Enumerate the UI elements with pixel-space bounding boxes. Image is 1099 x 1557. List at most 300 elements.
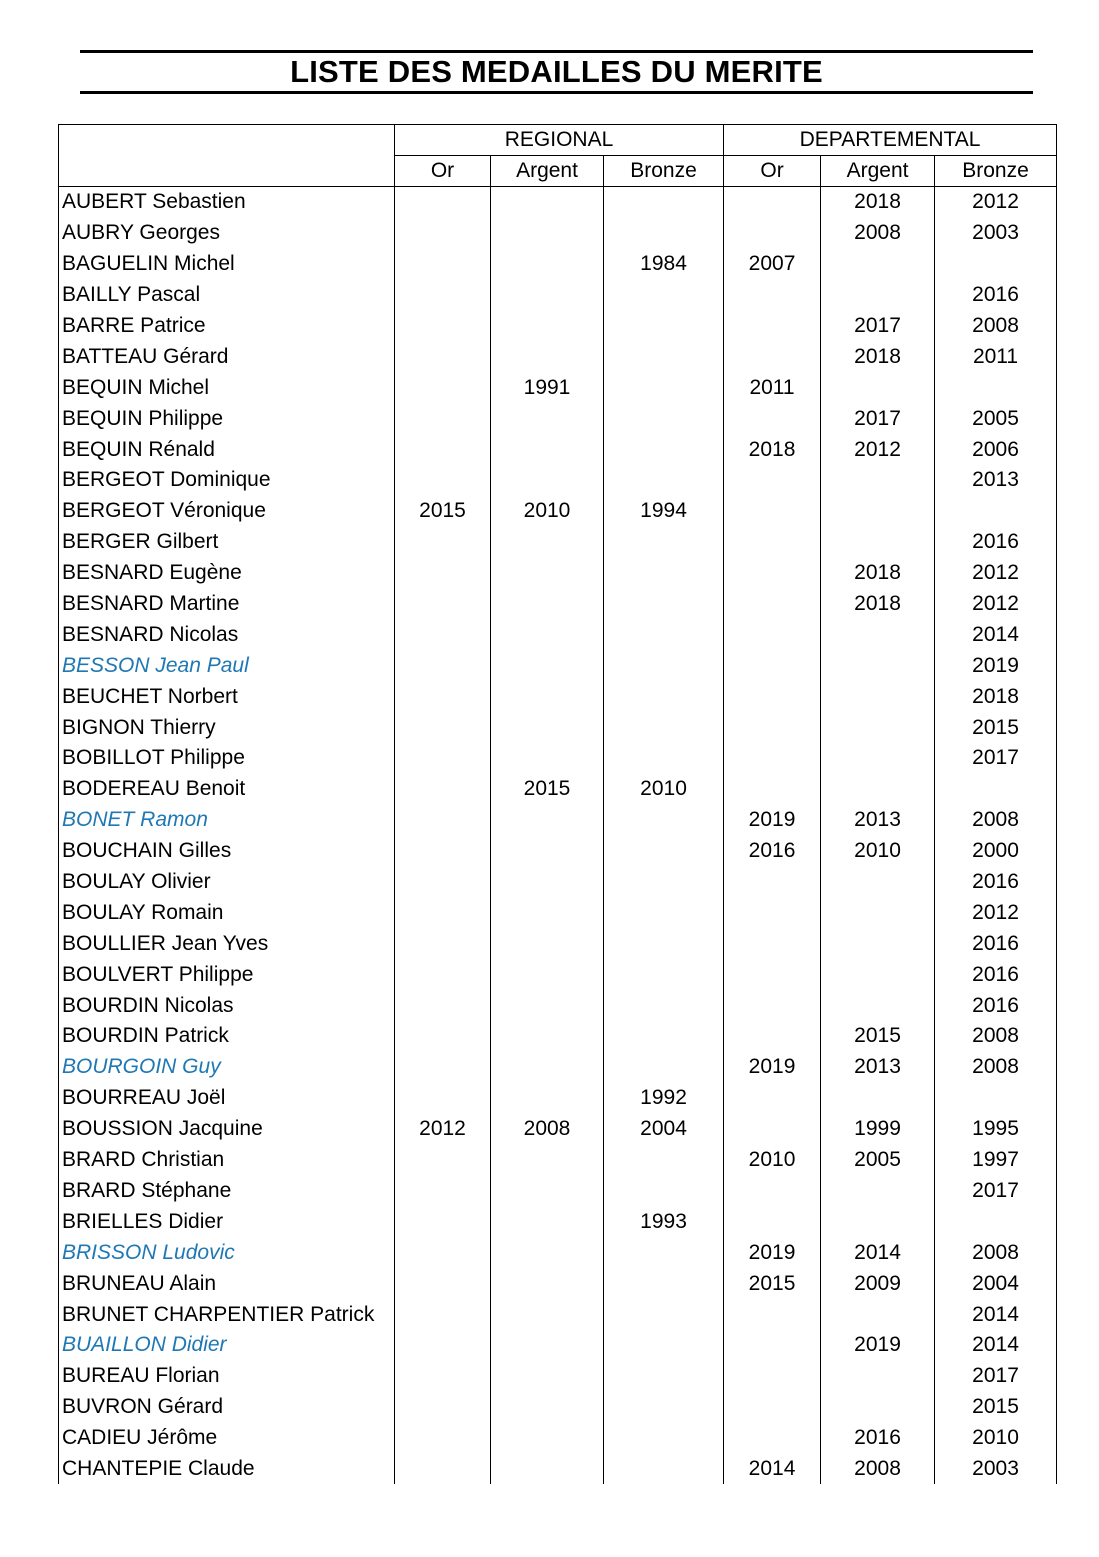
departemental-bronze-cell: 2016 (935, 867, 1057, 898)
departemental-argent-cell (821, 681, 935, 712)
departemental-argent-cell (821, 1392, 935, 1423)
regional-or-cell (395, 249, 491, 280)
regional-bronze-cell: 2004 (604, 1114, 724, 1145)
table-row (59, 218, 1057, 249)
regional-argent-cell (491, 1083, 604, 1114)
member-name-cell: BESNARD Martine (59, 589, 395, 620)
table-row (59, 1361, 1057, 1392)
name-header-cell (59, 125, 395, 187)
regional-or-cell (395, 1268, 491, 1299)
regional-argent-cell (491, 867, 604, 898)
regional-bronze-cell (604, 1145, 724, 1176)
table-row (59, 1145, 1057, 1176)
departemental-bronze-cell: 2016 (935, 527, 1057, 558)
regional-argent-header: Argent (491, 156, 604, 187)
regional-bronze-cell: 1993 (604, 1206, 724, 1237)
regional-bronze-cell (604, 1361, 724, 1392)
departemental-bronze-cell: 2012 (935, 558, 1057, 589)
regional-or-cell (395, 1454, 491, 1485)
departemental-or-cell (724, 1176, 821, 1207)
regional-or-cell (395, 681, 491, 712)
table-row (59, 681, 1057, 712)
table-row (59, 650, 1057, 681)
departemental-or-cell: 2018 (724, 434, 821, 465)
medals-table-body (59, 187, 1057, 1485)
member-name-cell: BUVRON Gérard (59, 1392, 395, 1423)
member-name-cell: BRUNET CHARPENTIER Patrick (59, 1299, 395, 1330)
departemental-or-cell (724, 867, 821, 898)
departemental-bronze-cell: 2015 (935, 712, 1057, 743)
departemental-bronze-cell (935, 496, 1057, 527)
regional-bronze-cell (604, 805, 724, 836)
departemental-or-cell (724, 558, 821, 589)
regional-bronze-cell: 2010 (604, 774, 724, 805)
member-name-cell: BRISSON Ludovic (59, 1237, 395, 1268)
regional-or-cell (395, 928, 491, 959)
regional-argent-cell: 2010 (491, 496, 604, 527)
regional-bronze-cell (604, 434, 724, 465)
regional-bronze-cell (604, 1052, 724, 1083)
table-row (59, 1021, 1057, 1052)
departemental-bronze-cell: 2016 (935, 959, 1057, 990)
member-name-cell: BRUNEAU Alain (59, 1268, 395, 1299)
regional-bronze-cell: 1984 (604, 249, 724, 280)
table-row (59, 805, 1057, 836)
regional-bronze-cell (604, 650, 724, 681)
departemental-argent-cell: 2010 (821, 836, 935, 867)
table-row (59, 712, 1057, 743)
table-row (59, 1268, 1057, 1299)
regional-argent-cell (491, 1021, 604, 1052)
member-name-cell: BRARD Christian (59, 1145, 395, 1176)
departemental-bronze-cell: 2003 (935, 218, 1057, 249)
departemental-bronze-cell: 2011 (935, 341, 1057, 372)
header-group-row (59, 125, 1057, 156)
regional-argent-cell (491, 1206, 604, 1237)
departemental-argent-cell: 2005 (821, 1145, 935, 1176)
regional-bronze-cell (604, 990, 724, 1021)
departemental-argent-cell: 2008 (821, 218, 935, 249)
member-name-cell: BUAILLON Didier (59, 1330, 395, 1361)
regional-or-cell (395, 1052, 491, 1083)
departemental-bronze-cell (935, 372, 1057, 403)
regional-or-cell (395, 867, 491, 898)
regional-or-cell (395, 527, 491, 558)
departemental-bronze-cell (935, 774, 1057, 805)
regional-argent-cell (491, 897, 604, 928)
member-name-cell: BOULAY Romain (59, 897, 395, 928)
table-row (59, 1237, 1057, 1268)
departemental-argent-cell (821, 1299, 935, 1330)
departemental-bronze-header: Bronze (935, 156, 1057, 187)
table-row (59, 1083, 1057, 1114)
departemental-argent-cell (821, 928, 935, 959)
member-name-cell: BERGEOT Véronique (59, 496, 395, 527)
departemental-argent-cell (821, 527, 935, 558)
departemental-argent-cell (821, 1361, 935, 1392)
departemental-or-cell (724, 465, 821, 496)
table-row (59, 836, 1057, 867)
regional-bronze-header: Bronze (604, 156, 724, 187)
regional-argent-cell (491, 928, 604, 959)
departemental-bronze-cell: 1995 (935, 1114, 1057, 1145)
regional-or-cell (395, 897, 491, 928)
member-name-cell: BUREAU Florian (59, 1361, 395, 1392)
regional-argent-cell (491, 558, 604, 589)
regional-bronze-cell (604, 218, 724, 249)
regional-or-cell (395, 1423, 491, 1454)
regional-argent-cell (491, 589, 604, 620)
departemental-or-cell (724, 403, 821, 434)
departemental-or-cell (724, 218, 821, 249)
table-row (59, 1330, 1057, 1361)
member-name-cell: BEQUIN Philippe (59, 403, 395, 434)
departemental-bronze-cell: 1997 (935, 1145, 1057, 1176)
departemental-or-cell: 2007 (724, 249, 821, 280)
departemental-or-cell (724, 774, 821, 805)
departemental-or-cell: 2011 (724, 372, 821, 403)
regional-bronze-cell (604, 1268, 724, 1299)
medals-table (58, 124, 1057, 1484)
departemental-bronze-cell: 2003 (935, 1454, 1057, 1485)
table-row (59, 897, 1057, 928)
departemental-bronze-cell: 2013 (935, 465, 1057, 496)
regional-argent-cell (491, 465, 604, 496)
regional-or-cell (395, 774, 491, 805)
regional-bronze-cell (604, 897, 724, 928)
regional-or-cell (395, 743, 491, 774)
departemental-bronze-cell: 2017 (935, 1176, 1057, 1207)
table-row (59, 1206, 1057, 1237)
regional-header: REGIONAL (395, 125, 724, 156)
departemental-or-cell (724, 897, 821, 928)
regional-or-cell (395, 1237, 491, 1268)
regional-or-cell (395, 1392, 491, 1423)
departemental-or-cell (724, 712, 821, 743)
departemental-argent-cell (821, 743, 935, 774)
departemental-argent-cell (821, 465, 935, 496)
departemental-or-cell (724, 1361, 821, 1392)
departemental-or-cell: 2010 (724, 1145, 821, 1176)
departemental-bronze-cell: 2014 (935, 619, 1057, 650)
regional-argent-cell (491, 1052, 604, 1083)
departemental-argent-cell (821, 959, 935, 990)
table-row (59, 1392, 1057, 1423)
regional-or-cell (395, 465, 491, 496)
departemental-argent-cell (821, 774, 935, 805)
regional-bronze-cell (604, 619, 724, 650)
regional-or-cell (395, 218, 491, 249)
member-name-cell: AUBERT Sebastien (59, 187, 395, 218)
departemental-argent-header: Argent (821, 156, 935, 187)
member-name-cell: BODEREAU Benoit (59, 774, 395, 805)
member-name-cell: BATTEAU Gérard (59, 341, 395, 372)
departemental-or-cell: 2019 (724, 1052, 821, 1083)
regional-argent-cell (491, 403, 604, 434)
departemental-or-cell (724, 743, 821, 774)
departemental-bronze-cell (935, 1206, 1057, 1237)
regional-bronze-cell (604, 280, 724, 311)
regional-bronze-cell (604, 1299, 724, 1330)
regional-argent-cell (491, 712, 604, 743)
table-row (59, 928, 1057, 959)
regional-argent-cell (491, 743, 604, 774)
departemental-argent-cell (821, 619, 935, 650)
regional-argent-cell (491, 1176, 604, 1207)
table-row (59, 558, 1057, 589)
departemental-argent-cell (821, 867, 935, 898)
regional-bronze-cell (604, 1237, 724, 1268)
table-row (59, 341, 1057, 372)
table-row (59, 372, 1057, 403)
regional-bronze-cell (604, 1392, 724, 1423)
regional-bronze-cell (604, 311, 724, 342)
table-row (59, 465, 1057, 496)
departemental-or-cell: 2014 (724, 1454, 821, 1485)
departemental-header: DEPARTEMENTAL (724, 125, 1057, 156)
departemental-argent-cell: 2014 (821, 1237, 935, 1268)
departemental-argent-cell (821, 712, 935, 743)
departemental-argent-cell: 1999 (821, 1114, 935, 1145)
member-name-cell: BOULAY Olivier (59, 867, 395, 898)
regional-bronze-cell (604, 403, 724, 434)
departemental-or-cell: 2019 (724, 1237, 821, 1268)
member-name-cell: BOURDIN Patrick (59, 1021, 395, 1052)
regional-or-cell (395, 619, 491, 650)
departemental-or-cell (724, 1299, 821, 1330)
regional-or-cell (395, 1176, 491, 1207)
member-name-cell: BOURGOIN Guy (59, 1052, 395, 1083)
departemental-bronze-cell: 2019 (935, 650, 1057, 681)
table-row (59, 1176, 1057, 1207)
regional-bronze-cell (604, 1454, 724, 1485)
table-row (59, 496, 1057, 527)
table-row (59, 619, 1057, 650)
regional-or-cell (395, 712, 491, 743)
departemental-bronze-cell: 2010 (935, 1423, 1057, 1454)
departemental-or-cell: 2015 (724, 1268, 821, 1299)
departemental-bronze-cell: 2015 (935, 1392, 1057, 1423)
regional-argent-cell (491, 1268, 604, 1299)
departemental-argent-cell: 2017 (821, 403, 935, 434)
regional-argent-cell (491, 187, 604, 218)
departemental-or-cell (724, 928, 821, 959)
departemental-bronze-cell: 2016 (935, 990, 1057, 1021)
departemental-argent-cell (821, 496, 935, 527)
member-name-cell: BIGNON Thierry (59, 712, 395, 743)
member-name-cell: BEQUIN Michel (59, 372, 395, 403)
member-name-cell: BRARD Stéphane (59, 1176, 395, 1207)
departemental-or-cell (724, 341, 821, 372)
table-row (59, 1114, 1057, 1145)
regional-argent-cell (491, 527, 604, 558)
member-name-cell: CHANTEPIE Claude (59, 1454, 395, 1485)
departemental-argent-cell (821, 280, 935, 311)
regional-bronze-cell (604, 527, 724, 558)
table-row (59, 1454, 1057, 1485)
regional-or-cell (395, 1021, 491, 1052)
departemental-or-cell (724, 681, 821, 712)
departemental-argent-cell: 2018 (821, 341, 935, 372)
departemental-bronze-cell: 2008 (935, 311, 1057, 342)
member-name-cell: CADIEU Jérôme (59, 1423, 395, 1454)
departemental-argent-cell: 2018 (821, 187, 935, 218)
departemental-or-cell (724, 527, 821, 558)
regional-bronze-cell (604, 743, 724, 774)
regional-or-cell (395, 1361, 491, 1392)
regional-or-cell (395, 434, 491, 465)
departemental-argent-cell (821, 249, 935, 280)
departemental-or-cell (724, 1392, 821, 1423)
regional-argent-cell (491, 434, 604, 465)
regional-argent-cell (491, 1237, 604, 1268)
table-row (59, 867, 1057, 898)
regional-bronze-cell (604, 928, 724, 959)
regional-or-cell (395, 1206, 491, 1237)
regional-or-cell (395, 836, 491, 867)
departemental-or-cell (724, 650, 821, 681)
departemental-or-cell (724, 619, 821, 650)
member-name-cell: BARRE Patrice (59, 311, 395, 342)
departemental-argent-cell: 2018 (821, 558, 935, 589)
departemental-bronze-cell: 2016 (935, 280, 1057, 311)
regional-or-cell (395, 990, 491, 1021)
departemental-or-cell (724, 959, 821, 990)
member-name-cell: BAGUELIN Michel (59, 249, 395, 280)
member-name-cell: BESNARD Eugène (59, 558, 395, 589)
regional-argent-cell: 2008 (491, 1114, 604, 1145)
regional-bronze-cell (604, 589, 724, 620)
departemental-bronze-cell: 2008 (935, 1021, 1057, 1052)
departemental-argent-cell (821, 372, 935, 403)
departemental-bronze-cell: 2012 (935, 589, 1057, 620)
departemental-or-cell: 2016 (724, 836, 821, 867)
regional-bronze-cell (604, 959, 724, 990)
departemental-bronze-cell (935, 1083, 1057, 1114)
regional-bronze-cell: 1992 (604, 1083, 724, 1114)
regional-argent-cell (491, 311, 604, 342)
regional-bronze-cell (604, 1176, 724, 1207)
table-row (59, 959, 1057, 990)
departemental-argent-cell: 2008 (821, 1454, 935, 1485)
regional-or-cell (395, 1083, 491, 1114)
departemental-bronze-cell: 2016 (935, 928, 1057, 959)
departemental-bronze-cell: 2017 (935, 743, 1057, 774)
regional-bronze-cell (604, 341, 724, 372)
regional-argent-cell (491, 1454, 604, 1485)
departemental-argent-cell: 2012 (821, 434, 935, 465)
departemental-bronze-cell: 2012 (935, 897, 1057, 928)
member-name-cell: BONET Ramon (59, 805, 395, 836)
regional-or-cell (395, 805, 491, 836)
regional-argent-cell (491, 1361, 604, 1392)
table-row (59, 1423, 1057, 1454)
regional-argent-cell (491, 619, 604, 650)
departemental-argent-cell: 2018 (821, 589, 935, 620)
departemental-or-cell (724, 311, 821, 342)
table-row (59, 1299, 1057, 1330)
departemental-bronze-cell: 2008 (935, 1237, 1057, 1268)
regional-bronze-cell (604, 836, 724, 867)
departemental-bronze-cell: 2000 (935, 836, 1057, 867)
table-row (59, 311, 1057, 342)
regional-argent-cell (491, 1330, 604, 1361)
regional-bronze-cell (604, 1423, 724, 1454)
departemental-or-cell (724, 187, 821, 218)
regional-argent-cell (491, 341, 604, 372)
member-name-cell: BOUCHAIN Gilles (59, 836, 395, 867)
member-name-cell: BOUSSION Jacquine (59, 1114, 395, 1145)
regional-or-cell (395, 1299, 491, 1330)
departemental-argent-cell (821, 990, 935, 1021)
title-banner (80, 50, 1033, 94)
regional-argent-cell (491, 990, 604, 1021)
table-row (59, 280, 1057, 311)
departemental-argent-cell: 2017 (821, 311, 935, 342)
member-name-cell: BERGEOT Dominique (59, 465, 395, 496)
departemental-or-cell (724, 1330, 821, 1361)
departemental-or-cell (724, 1206, 821, 1237)
departemental-bronze-cell: 2004 (935, 1268, 1057, 1299)
table-row (59, 187, 1057, 218)
regional-argent-cell (491, 650, 604, 681)
table-row (59, 743, 1057, 774)
member-name-cell: BOULLIER Jean Yves (59, 928, 395, 959)
departemental-argent-cell: 2016 (821, 1423, 935, 1454)
regional-bronze-cell: 1994 (604, 496, 724, 527)
departemental-bronze-cell: 2014 (935, 1299, 1057, 1330)
departemental-or-cell (724, 1114, 821, 1145)
regional-or-cell (395, 280, 491, 311)
departemental-or-header: Or (724, 156, 821, 187)
table-row (59, 403, 1057, 434)
departemental-argent-cell (821, 1206, 935, 1237)
regional-or-cell (395, 558, 491, 589)
table-row (59, 249, 1057, 280)
regional-argent-cell (491, 1145, 604, 1176)
regional-bronze-cell (604, 465, 724, 496)
departemental-argent-cell (821, 1083, 935, 1114)
departemental-argent-cell: 2019 (821, 1330, 935, 1361)
member-name-cell: BESNARD Nicolas (59, 619, 395, 650)
table-row (59, 1052, 1057, 1083)
regional-argent-cell (491, 805, 604, 836)
departemental-bronze-cell: 2008 (935, 805, 1057, 836)
regional-argent-cell (491, 218, 604, 249)
departemental-argent-cell (821, 1176, 935, 1207)
departemental-or-cell (724, 1423, 821, 1454)
departemental-bronze-cell: 2014 (935, 1330, 1057, 1361)
regional-bronze-cell (604, 187, 724, 218)
member-name-cell: BRIELLES Didier (59, 1206, 395, 1237)
regional-argent-cell (491, 280, 604, 311)
regional-argent-cell (491, 1392, 604, 1423)
departemental-or-cell: 2019 (724, 805, 821, 836)
departemental-bronze-cell: 2018 (935, 681, 1057, 712)
member-name-cell: BEUCHET Norbert (59, 681, 395, 712)
regional-argent-cell (491, 1423, 604, 1454)
regional-or-cell (395, 341, 491, 372)
member-name-cell: BERGER Gilbert (59, 527, 395, 558)
table-row (59, 527, 1057, 558)
regional-bronze-cell (604, 1021, 724, 1052)
regional-argent-cell: 1991 (491, 372, 604, 403)
regional-argent-cell (491, 836, 604, 867)
table-row (59, 990, 1057, 1021)
departemental-or-cell (724, 990, 821, 1021)
member-name-cell: BESSON Jean Paul (59, 650, 395, 681)
member-name-cell: BEQUIN Rénald (59, 434, 395, 465)
